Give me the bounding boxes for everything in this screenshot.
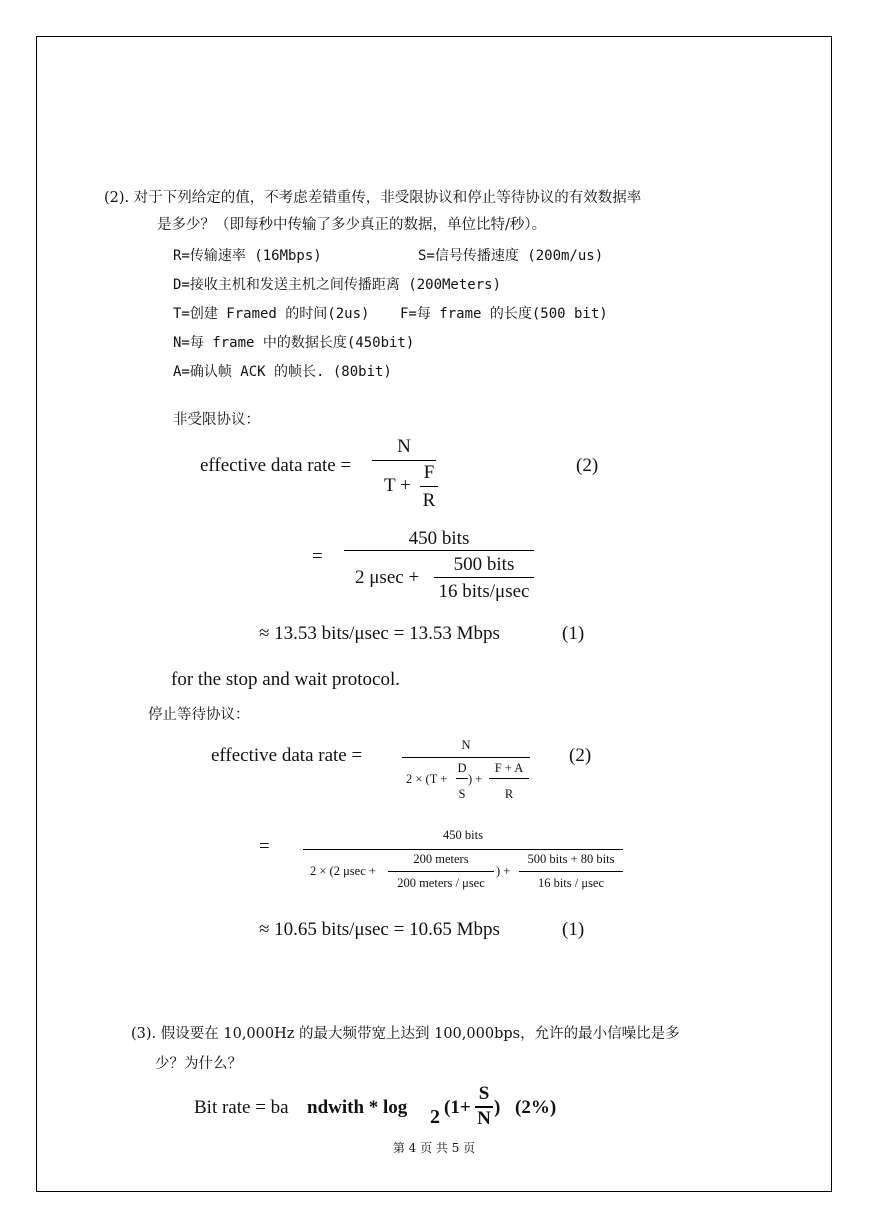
question3-line1: (3). 假设要在 10,000Hz 的最大频带宽上达到 100,000bps，允许的最小信噪比是多	[131, 1026, 680, 1042]
unrestricted-score1: (2)	[576, 455, 599, 476]
question3-line2: 少？为什么？	[155, 1056, 242, 1072]
snr-denominator: N	[477, 1108, 491, 1129]
fraction-line	[489, 778, 529, 779]
unrestricted-score2: (1)	[562, 623, 585, 644]
stopwait-den2-d: 16 bits / μsec	[537, 876, 605, 890]
fraction-line	[434, 577, 534, 578]
page-border	[36, 36, 832, 1192]
stopwait-heading: 停止等待协议：	[148, 707, 250, 723]
fraction-line	[456, 778, 468, 779]
fraction-line	[420, 486, 438, 487]
unrestricted-eq: =	[312, 546, 323, 567]
unrestricted-numerator: N	[397, 436, 411, 457]
stopwait-den-s: S	[458, 787, 466, 801]
unrestricted-den2-num: 500 bits	[453, 554, 515, 575]
unrestricted-den-r: R	[422, 490, 436, 511]
stopwait-eq: =	[259, 836, 270, 857]
unrestricted-lhs: effective data rate =	[200, 455, 352, 476]
param-s: S=信号传播速度 (200m/us)	[418, 248, 604, 264]
param-n: N=每 frame 中的数据长度(450bit)	[173, 335, 415, 351]
unrestricted-den-t: T +	[384, 475, 411, 496]
page-footer: 第 4 页 共 5 页	[392, 1141, 476, 1155]
unrestricted-den2-den: 16 bits/μsec	[438, 581, 530, 602]
stopwait-score2: (1)	[562, 919, 585, 940]
stopwait-den-a: 2 × (T +	[406, 772, 448, 786]
unrestricted-den-f: F	[423, 462, 435, 483]
snr-numerator: S	[478, 1083, 490, 1104]
stopwait-result: ≈ 10.65 bits/μsec = 10.65 Mbps	[259, 919, 500, 940]
stopwait-den2-a: 2 × (2 μsec +	[310, 864, 376, 878]
stopwait-den2-n: 500 bits + 80 bits	[527, 852, 615, 866]
param-t: T=创建 Framed 的时间(2us)	[173, 306, 370, 322]
stopwait-lhs: effective data rate =	[211, 745, 363, 766]
stopwait-numerator: N	[461, 738, 471, 752]
log-base: 2	[430, 1106, 440, 1128]
stopwait-score1: (2)	[569, 745, 592, 766]
unrestricted-result: ≈ 13.53 bits/μsec = 13.53 Mbps	[259, 623, 500, 644]
stopwait-den2-m1: 200 meters	[413, 852, 469, 866]
stopwait-den-d: D	[457, 761, 467, 775]
question2-line1: (2). 对于下列给定的值，不考虑差错重传，非受限协议和停止等待协议的有效数据率	[104, 190, 642, 206]
stopwait-den-fa: F + A	[494, 761, 524, 775]
stopwait-den2-b: ) +	[496, 864, 511, 878]
bitrate-formula-part-a: Bit rate = ba	[194, 1097, 289, 1118]
fraction-line	[344, 550, 534, 551]
param-r: R=传输速率 (16Mbps)	[173, 248, 322, 264]
fraction-line	[519, 871, 623, 872]
fraction-line	[402, 757, 530, 758]
fraction-line	[303, 849, 623, 850]
stopwait-den-b: ) +	[468, 772, 483, 786]
stopwait-english-heading: for the stop and wait protocol.	[171, 669, 401, 690]
question2-line2: 是多少？（即每秒中传输了多少真正的数据，单位比特/秒）。	[157, 217, 547, 233]
param-a: A=确认帧 ACK 的帧长. (80bit)	[173, 364, 392, 380]
bitrate-formula-part-b: ndwith * log	[307, 1097, 408, 1118]
stopwait-den2-m2: 200 meters / μsec	[397, 876, 485, 890]
unrestricted-num2: 450 bits	[408, 528, 470, 549]
bitrate-formula-part-c: (1+	[444, 1097, 471, 1118]
param-d: D=接收主机和发送主机之间传播距离 (200Meters)	[173, 277, 502, 293]
question3-score: (2%)	[515, 1097, 557, 1118]
stopwait-den-r: R	[504, 787, 514, 801]
bitrate-formula-part-d: )	[494, 1097, 501, 1118]
unrestricted-heading: 非受限协议：	[173, 412, 260, 428]
fraction-line	[372, 460, 436, 461]
unrestricted-den2-a: 2 μsec +	[355, 567, 420, 588]
param-f: F=每 frame 的长度(500 bit)	[400, 306, 608, 322]
fraction-line	[388, 871, 494, 872]
stopwait-num2: 450 bits	[443, 828, 483, 842]
